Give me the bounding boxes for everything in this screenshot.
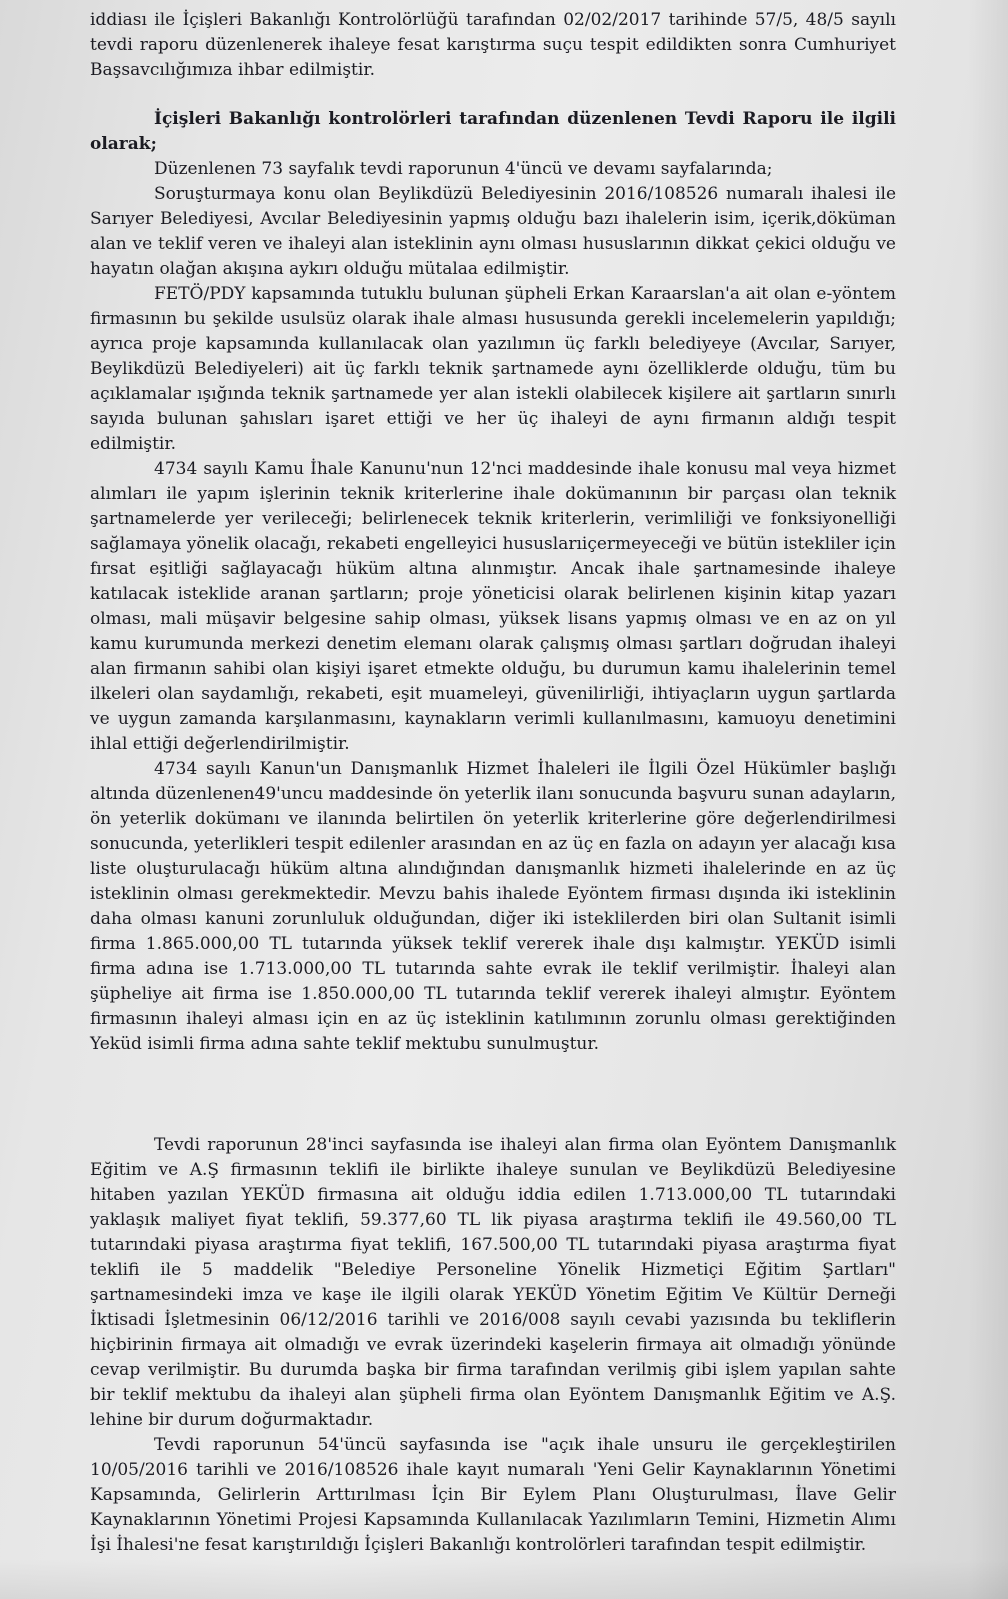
- paragraph-4: 4734 sayılı Kamu İhale Kanunu'nun 12'nci maddesinde ihale konusu mal veya hizmet alımları ile yapım işlerinin teknik kriterlerine ihale dokümanının bir parçası olan teknik şartnamelerde yer verileceği; belirlenecek teknik kriterlerin, verimliliği ve fonksiyonelliği sağlamaya yönelik olacağı, rekabeti engelleyici hususlarıiçermeyeceği ve bütün istekliler için fırsat eşitliği sağlayacağı hüküm altına alınmıştır. Ancak ihale şartnamesinde ihaleye katılacak isteklide aranan şartların; proje yöneticisi olarak belirlenen kişinin kitap yazarı olması, mali müşavir belgesine sahip olması, yüksek lisans yapmış olması ve en az on yıl kamu kurumunda merkezi denetim elemanı olarak çalışmış olması şartları doğrudan ihaleyi alan firmanın sahibi olan kişiyi işaret etmekte olduğu, bu durumun kamu ihalelerinin temel ilkeleri olan saydamlığı, rekabeti, eşit muameleyi, güvenilirliği, ihtiyaçların uygun şartlarda ve uygun zamanda karşılanmasını, kaynakların verimli kullanılmasını, kamuoyu denetimini ihlal ettiği değerlendirilmiştir.: [90, 459, 896, 754]
- paragraph-6: Tevdi raporunun 28'inci sayfasında ise ihaleyi alan firma olan Eyöntem Danışmanlık Eğitim ve A.Ş firmasının teklifi ile birlikte ihaleye sunulan ve Beylikdüzü Belediyesine hitaben yazılan YEKÜD firmasına ait olduğu iddia edilen 1.713.000,00 TL tutarındaki yaklaşık maliyet fiyat teklifi, 59.377,60 TL lik piyasa araştırma teklifi ile 49.560,00 TL tutarındaki piyasa araştırma fiyat teklifi, 167.500,00 TL tutarındaki piyasa araştırma fiyat teklifi ile 5 maddelik "Belediye Personeline Yönelik Hizmetiçi Eğitim Şartları" şartnamesindeki imza ve kaşe ile ilgili olarak YEKÜD Yönetim Eğitim Ve Kültür Derneği İktisadi İşletmesinin 06/12/2016 tarihli ve 2016/008 sayılı cevabi yazısında bu tekliflerin hiçbirinin firmaya ait olmadığı ve evrak üzerindeki kaşelerin firmaya ait olmadığı yönünde cevap verilmiştir. Bu durumda başka bir firma tarafından verilmiş gibi işlem yapılan sahte bir teklif mektubu da ihaleyi alan şüpheli firma olan Eyöntem Danışmanlık Eğitim ve A.Ş. lehine bir durum doğurmaktadır.: [90, 1135, 896, 1430]
- page-bottom-shadow: [0, 1559, 1008, 1599]
- paragraph-1: Düzenlenen 73 sayfalık tevdi raporunun 4'üncü ve devamı sayfalarında;: [154, 159, 773, 179]
- paragraph-3: FETÖ/PDY kapsamında tutuklu bulunan şüpheli Erkan Karaarslan'a ait olan e-yöntem firmasının bu şekilde usulsüz olarak ihale alması hususunda gerekli incelemelerin yapıldığı; ayrıca proje kapsamında kullanılacak olan yazılımın üç farklı belediyeye (Avcılar, Sarıyer, Beylikdüzü Belediyeleri) ait üç farklı teknik şartnamede aynı özelliklerde olduğu, tüm bu açıklamalar ışığında teknik şartnamede yer alan istekli olabilecek kişilere ait şartların sınırlı sayıda bulunan şahısları işaret ettiği ve her üç ihaleyi de aynı firmanın aldığı tespit edilmiştir.: [90, 284, 896, 454]
- spacer: [90, 1057, 896, 1133]
- section-heading: İçişleri Bakanlığı kontrolörleri tarafından düzenlenen Tevdi Raporu ile ilgili olarak;: [90, 109, 896, 154]
- page-edge-shadow: [968, 0, 1008, 1599]
- spacer: [90, 83, 896, 107]
- paragraph-7: Tevdi raporunun 54'üncü sayfasında ise "açık ihale unsuru ile gerçekleştirilen 10/05/2016 tarihli ve 2016/108526 ihale kayıt numaralı 'Yeni Gelir Kaynaklarının Yönetimi Kapsamında, Gelirlerin Arttırılması İçin Bir Eylem Planı Oluşturulması, İlave Gelir Kaynaklarının Yönetimi Projesi Kapsamında Kullanılacak Yazılımların Temini, Hizmetin Alımı İşi İhalesi'ne fesat karıştırıldığı İçişleri Bakanlığı kontrolörleri tarafından tespit edilmiştir.: [90, 1435, 896, 1555]
- paragraph-5: 4734 sayılı Kanun'un Danışmanlık Hizmet İhaleleri ile İlgili Özel Hükümler başlığı altında düzenlenen49'uncu maddesinde ön yeterlik ilanı sonucunda başvuru sunan adayların, ön yeterlik dokümanı ve ilanında belirtilen ön yeterlik kriterlerine göre değerlendirilmesi sonucunda, yeterlikleri tespit edilenler arasından en az üç en fazla on adayın yer alacağı kısa liste oluşturulacağı hüküm altına alındığından danışmanlık hizmeti ihalelerinde en az üç isteklinin olması gerekmektedir. Mevzu bahis ihalede Eyöntem firması dışında iki isteklinin daha olması kanuni zorunluluk olduğundan, diğer iki isteklilerden biri olan Sultanit isimli firma 1.865.000,00 TL tutarında yüksek teklif vererek ihale dışı kalmıştır. YEKÜD isimli firma adına ise 1.713.000,00 TL tutarında sahte evrak ile teklif verilmiştir. İhaleyi alan şüpheliye ait firma ise 1.850.000,00 TL tutarında teklif vererek ihaleyi almıştır. Eyöntem firmasının ihaleyi alması için en az üç isteklinin katılımının zorunlu olması gerektiğinden Yeküd isimli firma adına sahte teklif mektubu sunulmuştur.: [90, 759, 896, 1054]
- intro-paragraph: iddiası ile İçişleri Bakanlığı Kontrolörlüğü tarafından 02/02/2017 tarihinde 57/5, 48/5 sayılı tevdi raporu düzenlenerek ihaleye fesat karıştırma suçu tespit edildikten sonra Cumhuriyet Başsavcılığımıza ihbar edilmiştir.: [90, 10, 896, 80]
- paragraph-2: Soruşturmaya konu olan Beylikdüzü Belediyesinin 2016/108526 numaralı ihalesi ile Sarıyer Belediyesi, Avcılar Belediyesinin yapmış olduğu bazı ihalelerin isim, içerik,döküman alan ve teklif veren ve ihaleyi alan isteklinin aynı olması hususlarının dikkat çekici olduğu ve hayatın olağan akışına aykırı olduğu mütalaa edilmiştir.: [90, 184, 896, 279]
